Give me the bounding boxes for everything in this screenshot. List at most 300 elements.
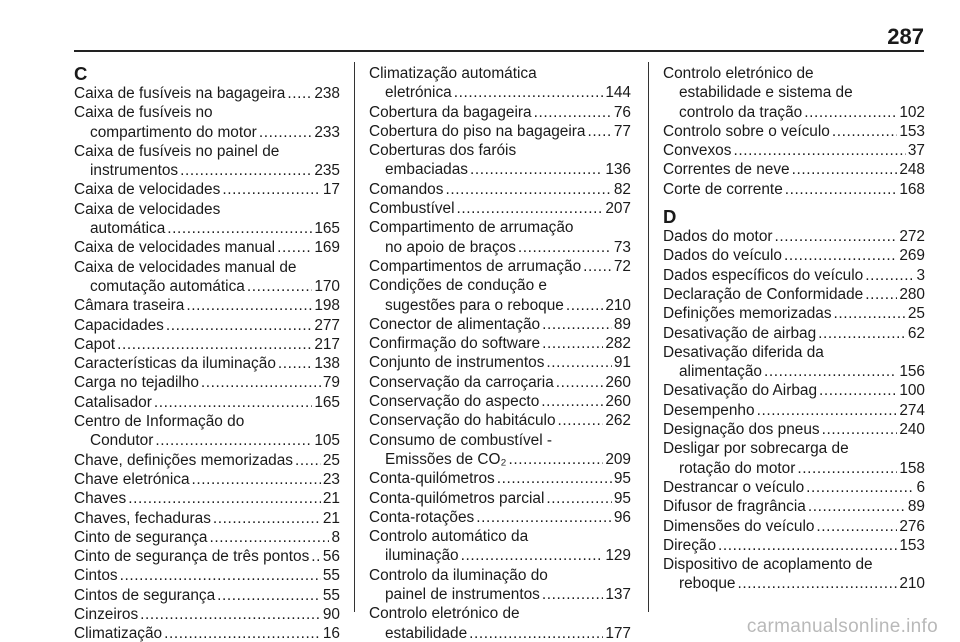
page-ref[interactable]: 276 <box>899 517 925 535</box>
index-entry[interactable] <box>74 238 340 257</box>
entry-continuation <box>369 624 631 642</box>
entry-first-line <box>663 381 925 400</box>
page-ref[interactable]: 89 <box>613 315 631 333</box>
entry-first-line <box>74 566 340 585</box>
page-ref[interactable]: 21 <box>322 490 340 508</box>
index-entry[interactable] <box>663 324 925 343</box>
dot-leader <box>819 381 897 400</box>
index-entry[interactable] <box>74 547 340 566</box>
index-entry[interactable] <box>74 566 340 585</box>
dot-leader <box>518 238 612 257</box>
index-entry[interactable] <box>663 304 925 323</box>
index-entry[interactable] <box>663 555 925 594</box>
page-ref[interactable]: 73 <box>613 238 631 256</box>
entry-first-line <box>369 508 631 527</box>
index-entry[interactable] <box>369 527 631 566</box>
page-ref[interactable]: 37 <box>907 142 925 160</box>
entry-first-line <box>663 285 925 304</box>
entry-continuation <box>663 362 925 381</box>
entry-first-line <box>663 324 925 343</box>
page-ref[interactable]: 77 <box>613 122 631 140</box>
index-entry[interactable] <box>74 373 340 392</box>
index-entry[interactable] <box>369 180 631 199</box>
page-ref[interactable]: 282 <box>605 335 631 353</box>
entry-continuation <box>74 161 340 180</box>
index-entry[interactable] <box>74 586 340 605</box>
page-ref[interactable]: 260 <box>605 393 631 411</box>
entry-term: Conta-quilómetros <box>369 470 495 488</box>
entry-term: Desativação diferida da <box>663 343 824 361</box>
index-entry[interactable] <box>369 103 631 122</box>
page-ref[interactable]: 90 <box>322 606 340 624</box>
page-ref[interactable]: 21 <box>322 509 340 527</box>
entry-first-line <box>74 393 340 412</box>
index-entry[interactable] <box>663 285 925 304</box>
page-ref[interactable]: 238 <box>314 85 340 102</box>
index-entry[interactable] <box>369 334 631 353</box>
entry-term-continued: Condutor <box>90 432 154 450</box>
entry-term: Convexos <box>663 142 732 160</box>
entry-term-continued: alimentação <box>679 363 762 381</box>
entry-first-line <box>663 555 925 574</box>
dot-leader <box>164 624 321 642</box>
entry-term: Cintos de segurança <box>74 586 216 604</box>
index-entry[interactable] <box>74 258 340 297</box>
index-entry[interactable] <box>74 180 340 199</box>
page-ref[interactable]: 105 <box>314 432 340 450</box>
entry-term: Climatização <box>74 625 163 642</box>
index-entry[interactable] <box>369 64 631 103</box>
entry-continuation <box>369 296 631 315</box>
dot-leader <box>476 508 612 527</box>
page-ref[interactable]: 144 <box>605 84 631 102</box>
entry-continuation <box>369 160 631 179</box>
page-ref[interactable]: 168 <box>899 180 925 198</box>
entry-term: Cobertura do piso na bagageira <box>369 122 586 140</box>
index-entry[interactable] <box>369 469 631 488</box>
entry-first-line <box>663 304 925 323</box>
entry-term: Destrancar o veículo <box>663 478 805 496</box>
index-entry[interactable] <box>663 343 925 382</box>
dot-leader <box>117 335 312 354</box>
dot-leader <box>587 122 611 141</box>
entry-first-line <box>663 227 925 246</box>
page-ref[interactable]: 100 <box>899 382 925 400</box>
dot-leader <box>259 123 313 142</box>
entry-term: Caixa de velocidades <box>74 200 221 218</box>
entry-term-continued: estabilidade e sistema de <box>679 84 853 102</box>
entry-first-line <box>369 527 631 546</box>
entry-term: Chaves <box>74 490 127 508</box>
entry-term: Chaves, fechaduras <box>74 509 211 527</box>
index-entry[interactable] <box>74 412 340 451</box>
entry-continuation <box>74 123 340 142</box>
entry-first-line <box>663 266 925 285</box>
entry-term: Compartimentos de arrumação <box>369 257 582 275</box>
entry-term-continued: painel de instrumentos <box>385 586 540 604</box>
entry-continuation <box>74 431 340 450</box>
entry-first-line <box>74 354 340 373</box>
dot-leader <box>546 489 612 508</box>
entry-term: Cobertura da bagageira <box>369 103 532 121</box>
entry-term: Conservação do habitáculo <box>369 412 556 430</box>
dot-leader <box>784 246 897 265</box>
page-ref[interactable]: 272 <box>899 228 925 246</box>
dot-leader <box>155 431 312 450</box>
dot-leader <box>775 227 898 246</box>
entry-first-line <box>369 334 631 353</box>
entry-first-line <box>663 246 925 265</box>
page-ref[interactable]: 136 <box>605 161 631 179</box>
index-entry[interactable] <box>369 431 631 470</box>
page-ref[interactable]: 170 <box>314 277 340 295</box>
page-ref[interactable]: 217 <box>314 335 340 353</box>
dot-leader <box>461 546 604 565</box>
dot-leader <box>764 362 897 381</box>
entry-first-line <box>663 478 925 497</box>
entry-first-line <box>74 103 340 122</box>
entry-term: Chave eletrónica <box>74 470 190 488</box>
dot-leader <box>785 180 898 199</box>
index-entry[interactable] <box>663 497 925 516</box>
index-entry[interactable] <box>369 315 631 334</box>
index-entry[interactable] <box>74 354 340 373</box>
page-ref[interactable]: 262 <box>605 412 631 430</box>
page-ref[interactable]: 23 <box>322 470 340 488</box>
entry-first-line <box>74 489 340 508</box>
entry-first-line <box>74 316 340 335</box>
index-entry[interactable] <box>74 103 340 142</box>
dot-leader <box>311 547 321 566</box>
index-entry[interactable] <box>663 401 925 420</box>
index-column-3 <box>663 64 925 594</box>
page-ref[interactable]: 240 <box>899 421 925 439</box>
entry-first-line <box>663 64 925 83</box>
entry-first-line <box>663 180 925 199</box>
page-ref[interactable]: 96 <box>613 508 631 526</box>
entry-term: Combustível <box>369 200 455 218</box>
page-ref[interactable]: 6 <box>916 478 925 496</box>
page-ref[interactable]: 56 <box>322 548 340 566</box>
page-ref[interactable]: 158 <box>899 459 925 477</box>
index-entry[interactable] <box>74 393 340 412</box>
entry-term: Caixa de velocidades manual de <box>74 258 297 276</box>
entry-term-continued: automática <box>90 220 166 238</box>
page-ref[interactable]: 82 <box>613 180 631 198</box>
index-entry[interactable] <box>369 353 631 372</box>
index-entry[interactable] <box>369 122 631 141</box>
entry-term: Cinzeiros <box>74 606 139 624</box>
index-entry[interactable] <box>74 451 340 470</box>
entry-first-line <box>369 604 631 623</box>
dot-leader <box>542 334 603 353</box>
entry-term: Capacidades <box>74 316 164 334</box>
entry-term: Características da iluminação <box>74 355 276 373</box>
entry-term: Cinto de segurança <box>74 528 208 546</box>
dot-leader <box>180 161 312 180</box>
entry-term-continued: controlo da tração <box>679 103 803 121</box>
entry-first-line <box>74 373 340 392</box>
dot-leader <box>278 354 312 373</box>
index-entry[interactable] <box>663 266 925 285</box>
entry-term: Controlo da iluminação do <box>369 566 548 584</box>
entry-continuation <box>74 219 340 238</box>
dot-leader <box>295 451 321 470</box>
page-ref[interactable]: 233 <box>314 123 340 141</box>
page-ref[interactable]: 210 <box>605 296 631 314</box>
page-ref[interactable]: 277 <box>314 316 340 334</box>
entry-term: Conjunto de instrumentos <box>369 354 545 372</box>
dot-leader <box>140 605 321 624</box>
dot-leader <box>186 296 312 315</box>
entry-term-continued: rotação do motor <box>679 459 796 477</box>
dot-leader <box>822 420 898 439</box>
page-ref[interactable]: 25 <box>907 305 925 323</box>
entry-term: Dados do motor <box>663 228 773 246</box>
index-entry[interactable] <box>74 605 340 624</box>
dot-leader <box>566 296 603 315</box>
index-entry[interactable] <box>74 528 340 547</box>
dot-leader <box>834 304 906 323</box>
dot-leader <box>865 285 897 304</box>
index-entry[interactable] <box>74 470 340 489</box>
entry-continuation <box>663 459 925 478</box>
index-entry[interactable] <box>74 489 340 508</box>
index-entry[interactable] <box>663 381 925 400</box>
page-ref[interactable]: 153 <box>899 122 925 140</box>
entry-term-continued: reboque <box>679 575 736 593</box>
index-entry[interactable] <box>369 489 631 508</box>
page-ref[interactable]: 62 <box>907 324 925 342</box>
entry-term: Comandos <box>369 180 444 198</box>
index-entry[interactable] <box>663 439 925 478</box>
index-entry[interactable] <box>663 141 925 160</box>
dot-leader <box>508 450 603 469</box>
entry-first-line <box>369 411 631 430</box>
index-entry[interactable] <box>663 478 925 497</box>
page-ref[interactable]: 274 <box>899 401 925 419</box>
page-ref[interactable]: 169 <box>314 239 340 257</box>
entry-term: Conservação do aspecto <box>369 393 540 411</box>
entry-first-line <box>74 412 340 431</box>
dot-leader <box>209 528 329 547</box>
page-ref[interactable]: 165 <box>314 393 340 411</box>
entry-continuation <box>663 103 925 122</box>
entry-term-continued: compartimento do motor <box>90 123 257 141</box>
entry-first-line <box>74 180 340 199</box>
page-ref[interactable]: 260 <box>605 373 631 391</box>
entry-term: Dados específicos do veículo <box>663 266 864 284</box>
entry-first-line <box>74 605 340 624</box>
index-entry[interactable] <box>369 141 631 180</box>
entry-first-line <box>663 420 925 439</box>
page-ref[interactable]: 177 <box>605 624 631 642</box>
entry-first-line <box>369 180 631 199</box>
entry-term: Confirmação do software <box>369 335 541 353</box>
page-ref[interactable]: 137 <box>605 586 631 604</box>
index-entry[interactable] <box>369 604 631 642</box>
entry-term: Definições memorizadas <box>663 305 832 323</box>
entry-term: Declaração de Conformidade <box>663 285 864 303</box>
entry-term: Chave, definições memorizadas <box>74 451 293 469</box>
entry-continuation <box>369 585 631 604</box>
index-entry[interactable] <box>74 296 340 315</box>
entry-first-line <box>663 122 925 141</box>
page-ref[interactable]: 76 <box>613 103 631 121</box>
dot-leader <box>583 257 612 276</box>
entry-term-continued: Emissões de CO₂ <box>385 450 507 468</box>
entry-term: Catalisador <box>74 393 152 411</box>
index-entry[interactable] <box>369 373 631 392</box>
index-entry[interactable] <box>74 316 340 335</box>
index-entry[interactable] <box>74 624 340 642</box>
entry-term: Climatização automática <box>369 65 537 82</box>
entry-continuation <box>369 238 631 257</box>
index-entry[interactable] <box>369 218 631 257</box>
entry-first-line <box>369 373 631 392</box>
index-entry[interactable] <box>663 180 925 199</box>
dot-leader <box>222 180 321 199</box>
entry-term: Dados do veículo <box>663 247 782 265</box>
entry-term-continued: sugestões para o reboque <box>385 296 564 314</box>
index-entry[interactable] <box>74 200 340 239</box>
entry-term: Desativação de airbag <box>663 324 817 342</box>
page-ref[interactable]: 138 <box>314 355 340 373</box>
entry-first-line <box>74 258 340 277</box>
page-ref[interactable]: 95 <box>613 489 631 507</box>
entry-term: Cinto de segurança de três pontos <box>74 548 310 566</box>
page-ref[interactable]: 72 <box>613 257 631 275</box>
entry-term: Direção <box>663 536 717 554</box>
entry-first-line <box>74 296 340 315</box>
page-ref[interactable]: 55 <box>322 567 340 585</box>
entry-continuation <box>369 83 631 102</box>
index-entry[interactable] <box>663 227 925 246</box>
entry-term-continued: comutação automática <box>90 277 245 295</box>
dot-leader <box>865 266 914 285</box>
dot-leader <box>556 373 604 392</box>
page-ref[interactable]: 248 <box>899 161 925 179</box>
entry-term: Difusor de fragrância <box>663 498 806 516</box>
index-entry[interactable] <box>663 64 925 122</box>
page-ref[interactable]: 25 <box>322 451 340 469</box>
dot-leader <box>808 497 906 516</box>
page-ref[interactable]: 8 <box>331 528 340 546</box>
page-ref[interactable]: 55 <box>322 586 340 604</box>
page-number: 287 <box>887 24 924 49</box>
index-entry[interactable] <box>369 411 631 430</box>
index-entry[interactable] <box>74 509 340 528</box>
entry-term: Conector de alimentação <box>369 315 541 333</box>
entry-first-line <box>74 451 340 470</box>
entry-first-line <box>74 547 340 566</box>
watermark: carmanualsonline.info <box>746 616 938 637</box>
page-ref[interactable]: 17 <box>322 181 340 199</box>
index-entry[interactable] <box>74 142 340 181</box>
entry-term: Correntes de neve <box>663 161 790 179</box>
page-ref[interactable]: 165 <box>314 220 340 238</box>
index-entry[interactable] <box>74 84 340 103</box>
entry-term: Caixa de fusíveis no <box>74 104 213 122</box>
page-ref[interactable]: 209 <box>605 450 631 468</box>
index-entry[interactable] <box>663 160 925 179</box>
page-ref[interactable]: 3 <box>916 266 925 284</box>
dot-leader <box>154 393 312 412</box>
entry-first-line <box>663 517 925 536</box>
page-ref[interactable]: 91 <box>613 354 631 372</box>
page-ref[interactable]: 156 <box>899 363 925 381</box>
entry-term: Condições de condução e <box>369 277 547 295</box>
header-rule <box>74 50 924 52</box>
entry-term: Caixa de fusíveis na bagageira <box>74 85 286 102</box>
index-entry[interactable] <box>663 536 925 555</box>
entry-term: Desempenho <box>663 401 755 419</box>
dot-leader <box>470 160 603 179</box>
dot-leader <box>213 509 321 528</box>
page-ref[interactable]: 79 <box>322 374 340 392</box>
entry-term: Carga no tejadilho <box>74 374 199 392</box>
entry-first-line <box>369 103 631 122</box>
page-ref[interactable]: 95 <box>613 470 631 488</box>
dot-leader <box>534 103 612 122</box>
index-entry[interactable] <box>663 122 925 141</box>
index-entry[interactable] <box>369 566 631 605</box>
dot-leader <box>797 459 897 478</box>
entry-first-line <box>74 238 340 257</box>
page-ref[interactable]: 89 <box>907 498 925 516</box>
dot-leader <box>832 122 897 141</box>
page-ref[interactable]: 280 <box>899 285 925 303</box>
entry-term: Controlo automático da <box>369 528 529 546</box>
page-ref[interactable]: 269 <box>899 247 925 265</box>
page-ref[interactable]: 235 <box>314 162 340 180</box>
entry-first-line <box>663 497 925 516</box>
page-ref[interactable]: 102 <box>899 103 925 121</box>
entry-term: Conservação da carroçaria <box>369 373 554 391</box>
index-entry[interactable] <box>369 508 631 527</box>
entry-term-continued: instrumentos <box>90 162 179 180</box>
entry-continuation <box>74 277 340 296</box>
index-entry[interactable] <box>369 392 631 411</box>
entry-term: Conta-quilómetros parcial <box>369 489 545 507</box>
index-entry[interactable] <box>663 246 925 265</box>
section-letter: C <box>74 63 88 84</box>
index-entry[interactable] <box>74 335 340 354</box>
entry-first-line <box>74 470 340 489</box>
entry-first-line <box>369 64 631 83</box>
dot-leader <box>128 489 321 508</box>
index-entry[interactable] <box>369 276 631 315</box>
entry-continuation <box>663 83 925 102</box>
entry-term-continued: eletrónica <box>385 84 452 102</box>
entry-first-line <box>663 439 925 458</box>
page-ref[interactable]: 210 <box>899 575 925 593</box>
index-entry[interactable] <box>369 257 631 276</box>
dot-leader <box>558 411 604 430</box>
dot-leader <box>733 141 905 160</box>
page-ref[interactable]: 198 <box>314 297 340 315</box>
entry-term: Desativação do Airbag <box>663 382 818 400</box>
dot-leader <box>201 373 321 392</box>
page-ref[interactable]: 129 <box>605 547 631 565</box>
entry-first-line <box>74 84 340 103</box>
index-entry[interactable] <box>663 517 925 536</box>
page-ref[interactable]: 16 <box>322 625 340 642</box>
index-entry[interactable] <box>369 199 631 218</box>
page-ref[interactable]: 207 <box>605 200 631 218</box>
index-entry[interactable] <box>663 420 925 439</box>
page-ref[interactable]: 153 <box>899 536 925 554</box>
